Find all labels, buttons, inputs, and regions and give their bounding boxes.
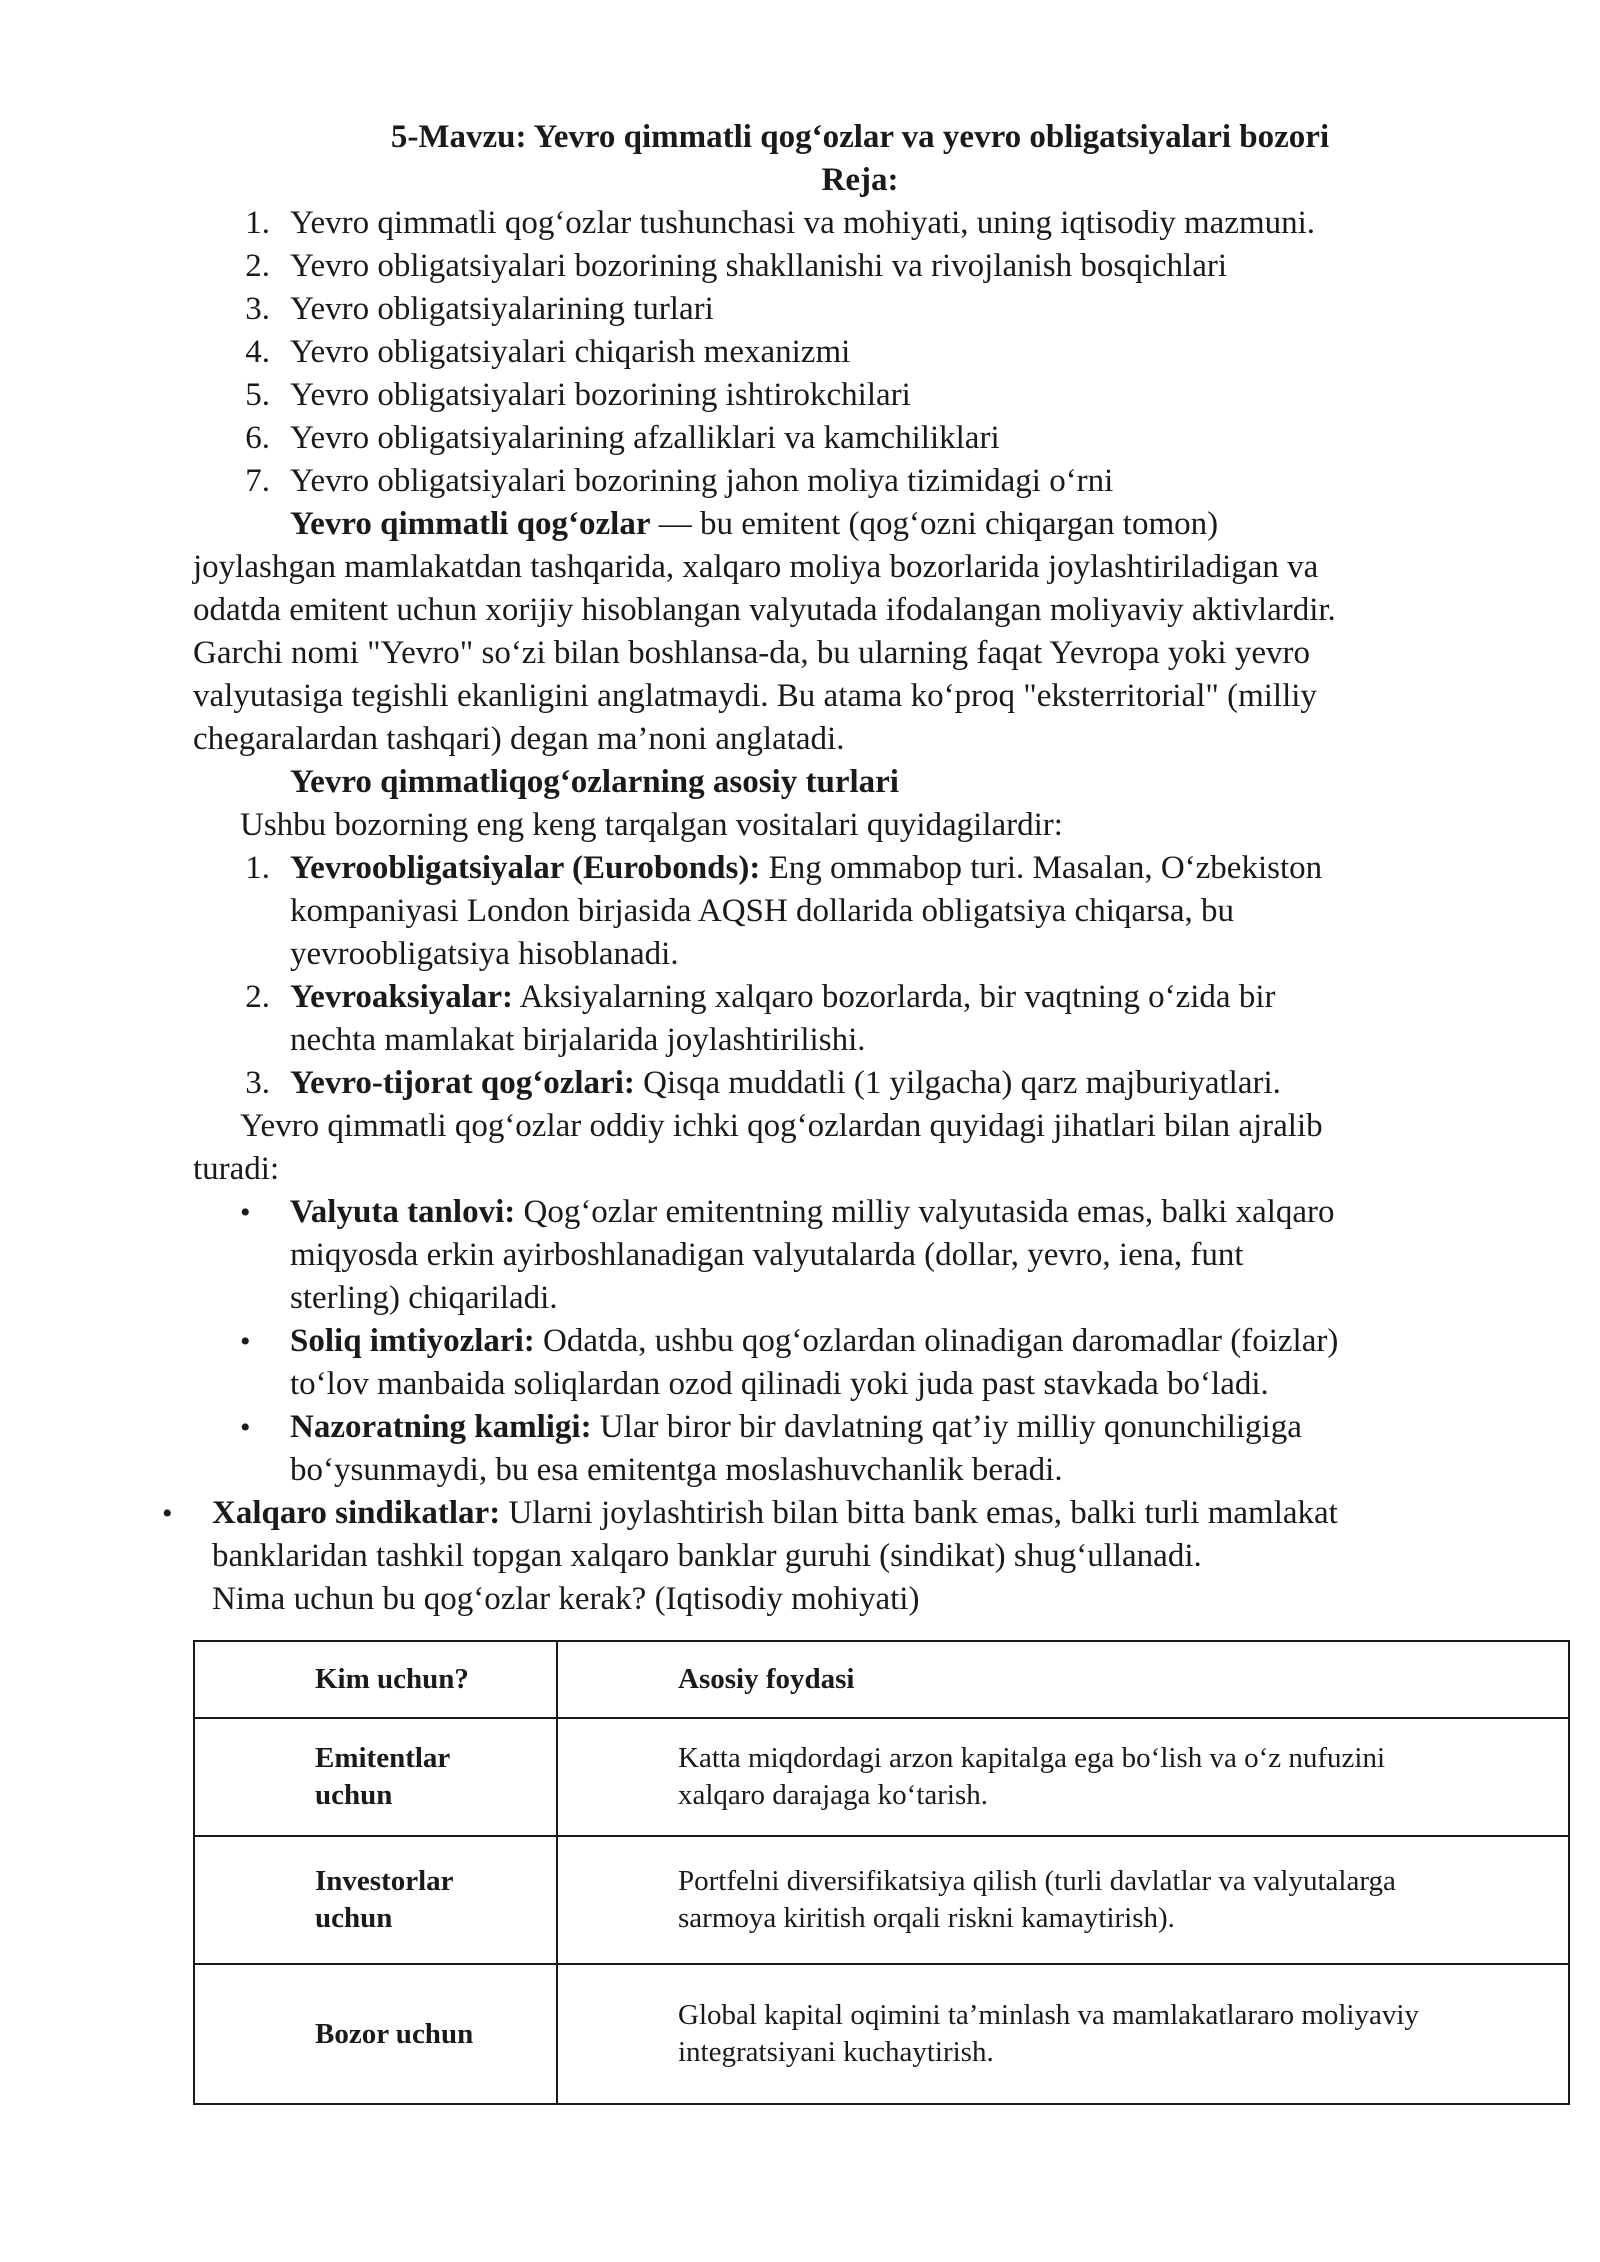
plan-heading: Reja: (821, 162, 899, 198)
table-row (194, 1836, 1569, 1964)
section-heading: Yevro qimmatliqog‘ozlarning asosiy turlari (290, 764, 899, 800)
list-number: 1. (245, 850, 270, 886)
list-text: Yevro obligatsiyalarining afzalliklari va kamchiliklari (290, 420, 1000, 456)
list-text: Yevro obligatsiyalari bozorining jahon moliya tizimidagi o‘rni (290, 463, 1114, 499)
bullet-icon: • (240, 1411, 251, 1444)
cell-who: Investorlar uchun (315, 1865, 454, 1934)
list-text: Yevro qimmatli qog‘ozlar tushunchasi va mohiyati, uning iqtisodiy mazmuni. (290, 205, 1316, 241)
cell-benefit: Global kapital oqimini ta’minlash va mamlakatlararo moliyaviy integratsiyani kuchaytirish. (678, 1999, 1419, 2068)
list-number: 5. (245, 377, 270, 413)
cell-who: Emitentlar uchun (315, 1742, 451, 1811)
table-row (194, 1964, 1569, 2104)
table-header-row (194, 1641, 1569, 1718)
list-number: 4. (245, 334, 270, 370)
item-term: Yevro-tijorat qog‘ozlari: (290, 1065, 635, 1101)
list-number: 3. (245, 1065, 270, 1101)
list-number: 1. (245, 205, 270, 241)
column-header: Kim uchun? (315, 1663, 469, 1695)
list-text: Yevro obligatsiyalari chiqarish mexanizmi (290, 334, 851, 370)
list-text: Yevro obligatsiyalari bozorining shakllanishi va rivojlanish bosqichlari (290, 248, 1228, 284)
item-term: Nazoratning kamligi: (290, 1409, 592, 1445)
list-number: 2. (245, 248, 270, 284)
benefits-table (193, 1640, 1570, 2105)
item-term: Yevroaksiyalar: (290, 979, 514, 1015)
paragraph-line: chegaralardan tashqari) degan ma’noni anglatadi. (193, 721, 845, 757)
list-number: 2. (245, 979, 270, 1015)
paragraph-line: odatda emitent uchun xorijiy hisoblangan valyutada ifodalangan moliyaviy aktivlardir. (193, 592, 1336, 628)
definition-term: Yevro qimmatli qog‘ozlar (290, 506, 651, 542)
list-number: 6. (245, 420, 270, 456)
table-caption: Nima uchun bu qog‘ozlar kerak? (Iqtisodiy mohiyati) (212, 1581, 920, 1617)
cell-benefit: Portfelni diversifikatsiya qilish (turli davlatlar va valyutalarga sarmoya kiritish orqali riskni kamaytirish). (678, 1865, 1396, 1934)
paragraph-line: turadi: (193, 1151, 280, 1187)
list-text: Yevro obligatsiyalari bozorining ishtirokchilari (290, 377, 911, 413)
paragraph-line: Garchi nomi "Yevro" so‘zi bilan boshlansa-da, bu ularning faqat Yevropa yoki yevro (193, 635, 1310, 671)
list-text: Yevro obligatsiyalarining turlari (290, 291, 714, 327)
paragraph-line: joylashgan mamlakatdan tashqarida, xalqaro moliya bozorlarida joylashtiriladigan va (193, 549, 1319, 585)
bullet-icon: • (240, 1196, 251, 1229)
list-number: 3. (245, 291, 270, 327)
item-term: Valyuta tanlovi: (290, 1194, 516, 1230)
paragraph-line: Yevro qimmatli qog‘ozlar oddiy ichki qog‘ozlardan quyidagi jihatlari bilan ajralib (240, 1108, 1323, 1144)
bullet-icon: • (162, 1497, 173, 1530)
list-number: 7. (245, 463, 270, 499)
table-row (194, 1718, 1569, 1836)
column-header: Asosiy foydasi (678, 1663, 855, 1695)
bullet-icon: • (240, 1325, 251, 1358)
cell-who: Bozor uchun (315, 2017, 474, 2050)
paragraph-line: valyutasiga tegishli ekanligini anglatmaydi. Bu atama ko‘proq "eksterritorial" (milliy (193, 678, 1317, 714)
cell-benefit: Katta miqdordagi arzon kapitalga ega bo‘lish va o‘z nufuzini xalqaro darajaga ko‘tarish. (678, 1742, 1386, 1811)
document-page: 5-Mavzu: Yevro qimmatli qog‘ozlar va yevro obligatsiyalari bozori Reja: 1. Yevro qimmatli qog‘ozlar tushunchasi va mohiyati, uning iqtisodiy mazmuni. 2. Yevro obligatsiyalari bozorining shakllanishi va rivojlanish bosqichlari 3. Yevro obligatsiyalarining turlari 4. Yevro obligatsiyalari chiqarish mexanizmi 5. Yevro obligatsiyalari bozorining ishtirokchilari 6. Yevro obligatsiyalarining afzalliklari va kamchiliklari 7. Yevro obligatsiyalari bozorining jahon moliya tizimidagi o‘rni Yevro qimmatli qog‘ozlar — bu emitent (qog‘ozni chiqargan tomon) joylashgan mamlakatdan tashqarida, xalqaro moliya bozorlarida joylashtiriladigan va odatda emitent uchun xorijiy hisoblangan valyutada ifodalangan moliyaviy aktivlardir. Garchi nomi "Yevro" so‘zi bilan boshlansa-da, bu ularning faqat Yevropa yoki yevro valyutasiga tegishli ekanligini anglatmaydi. Bu atama ko‘proq "eksterritorial" (milliy chegaralardan tashqari) degan ma’noni anglatadi. Yevro qimmatliqog‘ozlarning asosiy turlari Ushbu bozorning eng keng tarqalgan vositalari quyidagilardir: 1. Yevroobligatsiyalar (Eurobonds): Eng ommabop turi. Masalan, O‘zbekiston kompaniyasi London birjasida AQSH dollarida obligatsiya chiqarsa, bu yevroobligatsiya hisoblanadi. 2. Yevroaksiyalar: Aksiyalarning xalqaro bozorlarda, bir vaqtning o‘zida bir nechta mamlakat birjalarida joylashtirilishi. 3. Yevro-tijorat qog‘ozlari: Qisqa muddatli (1 yilgacha) qarz majburiyatlari. Yevro qimmatli qog‘ozlar oddiy ichki qog‘ozlardan quyidagi jihatlari bilan ajralib turadi: • Valyuta tanlovi: Qog‘ozlar emitentning milliy valyutasida emas, balki xalqaro miqyosda erkin ayirboshlanadigan valyutalarda (dollar, yevro, iena, funt sterling) chiqariladi. • Soliq imtiyozlari: Odatda, ushbu qog‘ozlardan olinadigan daromadlar (foizlar) to‘lov manbaida soliqlardan ozod qilinadi yoki juda past stavkada bo‘ladi. • Nazoratning kamligi: Ular biror bir davlatning qat’iy milliy qonunchiligiga bo‘ysunmaydi, bu esa emitentga moslashuvchanlik beradi. • Xalqaro sindikatlar: Ularni joylashtirish bilan bitta bank emas, balki turli mamlakat banklaridan tashkil topgan xalqaro banklar guruhi (sindikat) shug‘ullanadi. Nima uchun bu qog‘ozlar kerak? (Iqtisodiy mohiyati) Kim uchun? Asosiy foydasi Emitentlar uchun Katta miqdordagi arzon kapitalga ega bo‘lish va o‘z nufuzini xalqaro darajaga ko‘tarish. Investorlar uchun Portfelni diversifikatsiya qilish (turli davlatlar va valyutalarga sarmoya kiritish orqali riskni kamaytirish). Bozor uchun Global kapital oqimini ta’minlash va mamlakatlararo moliyaviy integratsiyani kuchaytirish. (0, 0, 1600, 2262)
page-title: 5-Mavzu: Yevro qimmatli qog‘ozlar va yevro obligatsiyalari bozori (390, 119, 1330, 155)
item-term: Yevroobligatsiyalar (Eurobonds): (290, 850, 761, 886)
paragraph-line: Yevro qimmatli qog‘ozlar — bu emitent (qog‘ozni chiqargan tomon) (290, 506, 1219, 542)
types-intro: Ushbu bozorning eng keng tarqalgan vositalari quyidagilardir: (240, 807, 1063, 843)
item-term: Xalqaro sindikatlar: (212, 1495, 501, 1531)
item-term: Soliq imtiyozlari: (290, 1323, 535, 1359)
